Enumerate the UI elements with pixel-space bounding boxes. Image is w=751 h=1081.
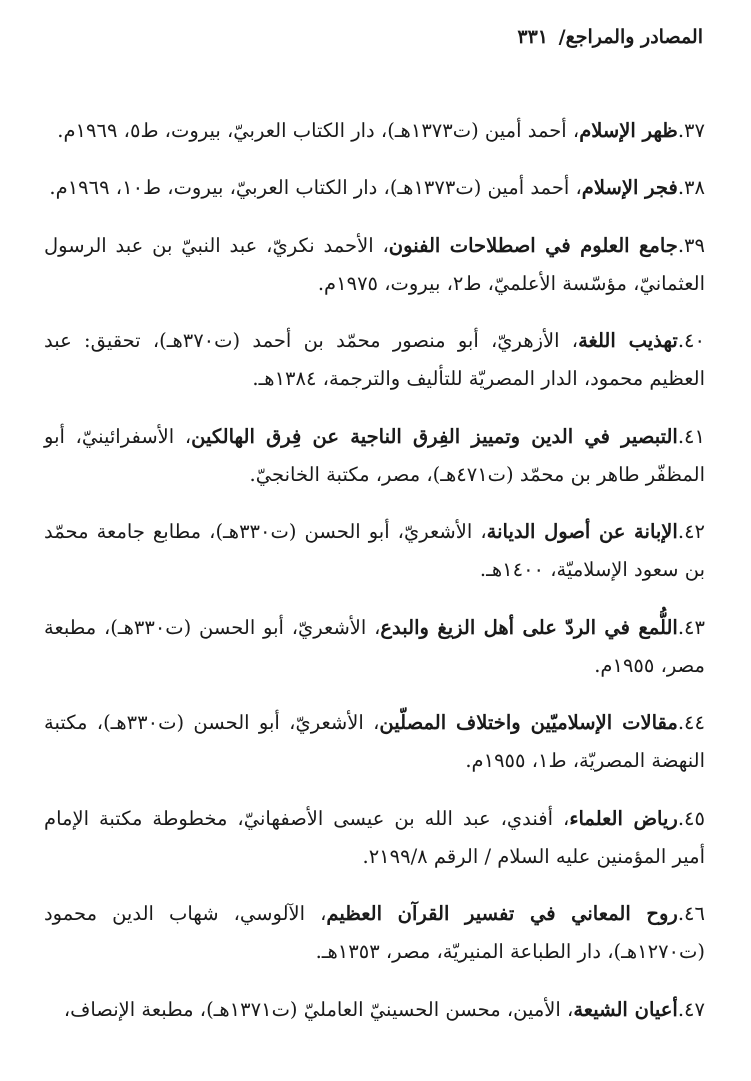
entry-title: جامع العلوم في اصطلاحات الفنون (388, 233, 678, 257)
entry-number: ٣٧. (677, 118, 705, 142)
entry-title: التبصير في الدين وتمييز الفِرق الناجية عن فِرق الهالكين (191, 424, 678, 448)
entry-number: ٤٥. (677, 806, 705, 830)
entry-details: ، الأحمد نكريّ، عبد النبيّ بن عبد الرسول العثمانيّ، مؤسّسة الأعلميّ، ط٢، بيروت، ١٩٧٥م. (44, 233, 705, 295)
entry-title: مقالات الإسلاميّين واختلاف المصلّين (379, 711, 678, 734)
entry-title: الإبانة عن أصول الديانة (486, 520, 678, 543)
entry-title: رياض العلماء (569, 806, 678, 830)
entry-number: ٣٩. (677, 233, 705, 257)
entry-number: ٣٨. (677, 176, 705, 199)
bibliography-entry (44, 895, 705, 971)
entry-number: ٤٠. (677, 329, 705, 352)
page-number: ٣٣١ (517, 26, 549, 48)
entry-details: ، الأسفرائينيّ، أبو المظفّر طاهر بن محمّد (ت٤٧١هـ)، مصر، مكتبة الخانجيّ. (44, 424, 705, 486)
bibliography-entry (44, 991, 705, 1029)
entry-number: ٤٣. (677, 615, 705, 639)
bibliography-entry (44, 609, 705, 685)
running-header (517, 26, 703, 48)
entry-number: ٤١. (677, 424, 705, 448)
entry-details: ، الأشعريّ، أبو الحسن (ت٣٣٠هـ)، مطابع جامعة محمّد بن سعود الإسلاميّة، ١٤٠٠هـ. (44, 520, 705, 581)
entry-title: ظهر الإسلام (579, 118, 678, 142)
bibliography-entry (44, 169, 705, 207)
entry-title: روح المعاني في تفسير القرآن العظيم (326, 902, 678, 925)
entry-number: ٤٤. (677, 711, 705, 734)
entry-details: ، أحمد أمين (ت١٣٧٣هـ)، دار الكتاب العربيّ، بيروت، ط٥، ١٩٦٩م. (57, 118, 580, 142)
entry-details: ، أحمد أمين (ت١٣٧٣هـ)، دار الكتاب العربيّ، بيروت، ط١٠، ١٩٦٩م. (49, 176, 582, 199)
entry-details: ، أفندي، عبد الله بن عيسى الأصفهانيّ، مخطوطة مكتبة الإمام أمير المؤمنين عليه السلام / الرقم ٢١٩٩/٨. (44, 806, 705, 868)
entry-details: ، الأشعريّ، أبو الحسن (ت٣٣٠هـ)، مكتبة النهضة المصريّة، ط١، ١٩٥٥م. (44, 711, 705, 772)
bibliography-entry (44, 112, 705, 150)
bibliography-list (44, 92, 705, 1033)
bibliography-entry (44, 418, 705, 494)
bibliography-entry (44, 227, 705, 303)
bibliography-entry (44, 322, 705, 398)
bibliography-entry (44, 800, 705, 876)
entry-details: ، الآلوسي، شهاب الدين محمود (ت١٢٧٠هـ)، دار الطباعة المنيريّة، مصر، ١٣٥٣هـ. (44, 902, 705, 963)
entry-title: فجر الإسلام (581, 176, 678, 199)
entry-title: تهذيب اللغة (578, 329, 678, 352)
bibliography-entry (44, 513, 705, 589)
entry-details: ، الأزهريّ، أبو منصور محمّد بن أحمد (ت٣٧٠هـ)، تحقيق: عبد العظيم محمود، الدار المصريّة للتأليف والترجمة، ١٣٨٤هـ. (44, 329, 705, 390)
section-title: المصادر والمراجع/ (558, 26, 703, 48)
bibliography-entry (44, 704, 705, 780)
entry-number: ٤٧. (677, 997, 705, 1021)
entry-title: اللُّمع في الردّ على أهل الزيغ والبدع (380, 615, 678, 639)
entry-number: ٤٦. (677, 902, 705, 925)
entry-number: ٤٢. (677, 520, 706, 543)
entry-details: ، الأمين، محسن الحسينيّ العامليّ (ت١٣٧١هـ)، مطبعة الإنصاف، (63, 997, 574, 1021)
entry-title: أعيان الشيعة (573, 997, 678, 1021)
entry-details: ، الأشعريّ، أبو الحسن (ت٣٣٠هـ)، مطبعة مصر، ١٩٥٥م. (44, 615, 705, 677)
